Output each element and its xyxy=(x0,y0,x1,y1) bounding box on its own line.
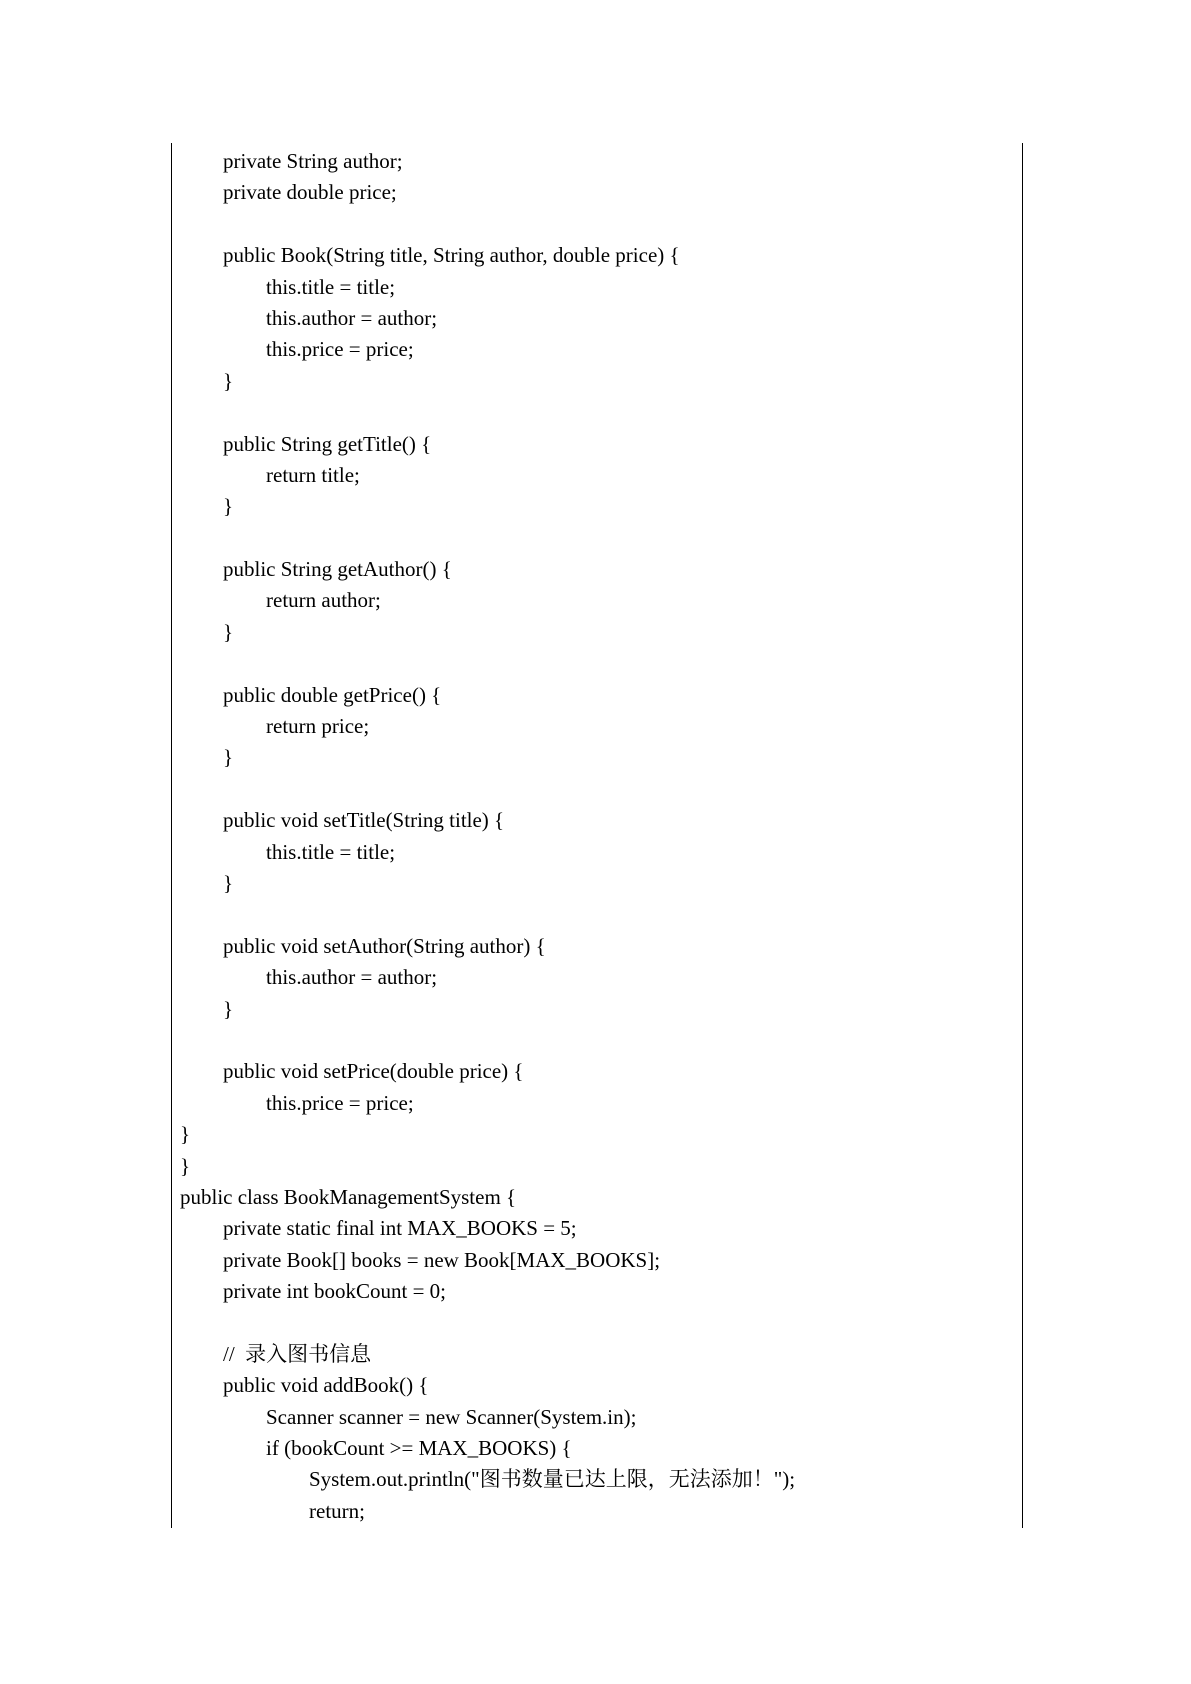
blank-line xyxy=(180,1307,1018,1338)
blank-line xyxy=(180,397,1018,428)
code-line: this.price = price; xyxy=(266,337,414,362)
code-line: public class BookManagementSystem { xyxy=(180,1184,517,1209)
code-line: return title; xyxy=(266,462,360,487)
code-line: private int bookCount = 0; xyxy=(223,1279,446,1304)
code-line: this.title = title; xyxy=(266,274,396,299)
code-line: public double getPrice() { xyxy=(223,682,442,707)
code-line: } xyxy=(223,368,234,393)
code-line: } xyxy=(223,870,234,895)
code-line: private Book[] books = new Book[MAX_BOOKS]; xyxy=(223,1247,661,1272)
code-line: this.author = author; xyxy=(266,305,438,330)
code-line: } xyxy=(180,1153,191,1178)
code-line: public String getAuthor() { xyxy=(223,557,452,582)
code-line: return author; xyxy=(266,588,381,613)
code-line: System.out.println("图书数量已达上限，无法添加！"); xyxy=(309,1467,796,1492)
code-line: } xyxy=(223,619,234,644)
code-line: // 录入图书信息 xyxy=(223,1341,372,1366)
code-line: if (bookCount >= MAX_BOOKS) { xyxy=(266,1436,572,1461)
code-line: } xyxy=(223,494,234,519)
blank-line xyxy=(180,1025,1018,1056)
code-line: public void addBook() { xyxy=(223,1373,429,1398)
code-line: this.price = price; xyxy=(266,1090,414,1115)
code-block xyxy=(180,146,1018,1527)
code-line: private double price; xyxy=(223,180,397,205)
code-line: public void setPrice(double price) { xyxy=(223,1059,524,1084)
blank-line xyxy=(180,209,1018,240)
blank-line xyxy=(180,774,1018,805)
code-line: public Book(String title, String author, double price) { xyxy=(223,243,680,268)
code-line: public void setTitle(String title) { xyxy=(223,808,505,833)
code-line: } xyxy=(223,745,234,770)
code-line: this.author = author; xyxy=(266,965,438,990)
code-line: this.title = title; xyxy=(266,839,396,864)
code-line: } xyxy=(223,996,234,1021)
code-line: } xyxy=(180,1122,191,1147)
code-line: private String author; xyxy=(223,149,403,173)
code-line: return price; xyxy=(266,714,370,739)
blank-line xyxy=(180,648,1018,679)
blank-line xyxy=(180,899,1018,930)
code-line: private static final int MAX_BOOKS = 5; xyxy=(223,1216,577,1241)
code-line: return; xyxy=(309,1498,365,1523)
table-border-left xyxy=(171,143,172,1528)
table-border-right xyxy=(1022,143,1023,1528)
code-line: Scanner scanner = new Scanner(System.in); xyxy=(266,1404,637,1429)
blank-line xyxy=(180,523,1018,554)
code-line: public String getTitle() { xyxy=(223,431,432,456)
code-line: public void setAuthor(String author) { xyxy=(223,933,546,958)
